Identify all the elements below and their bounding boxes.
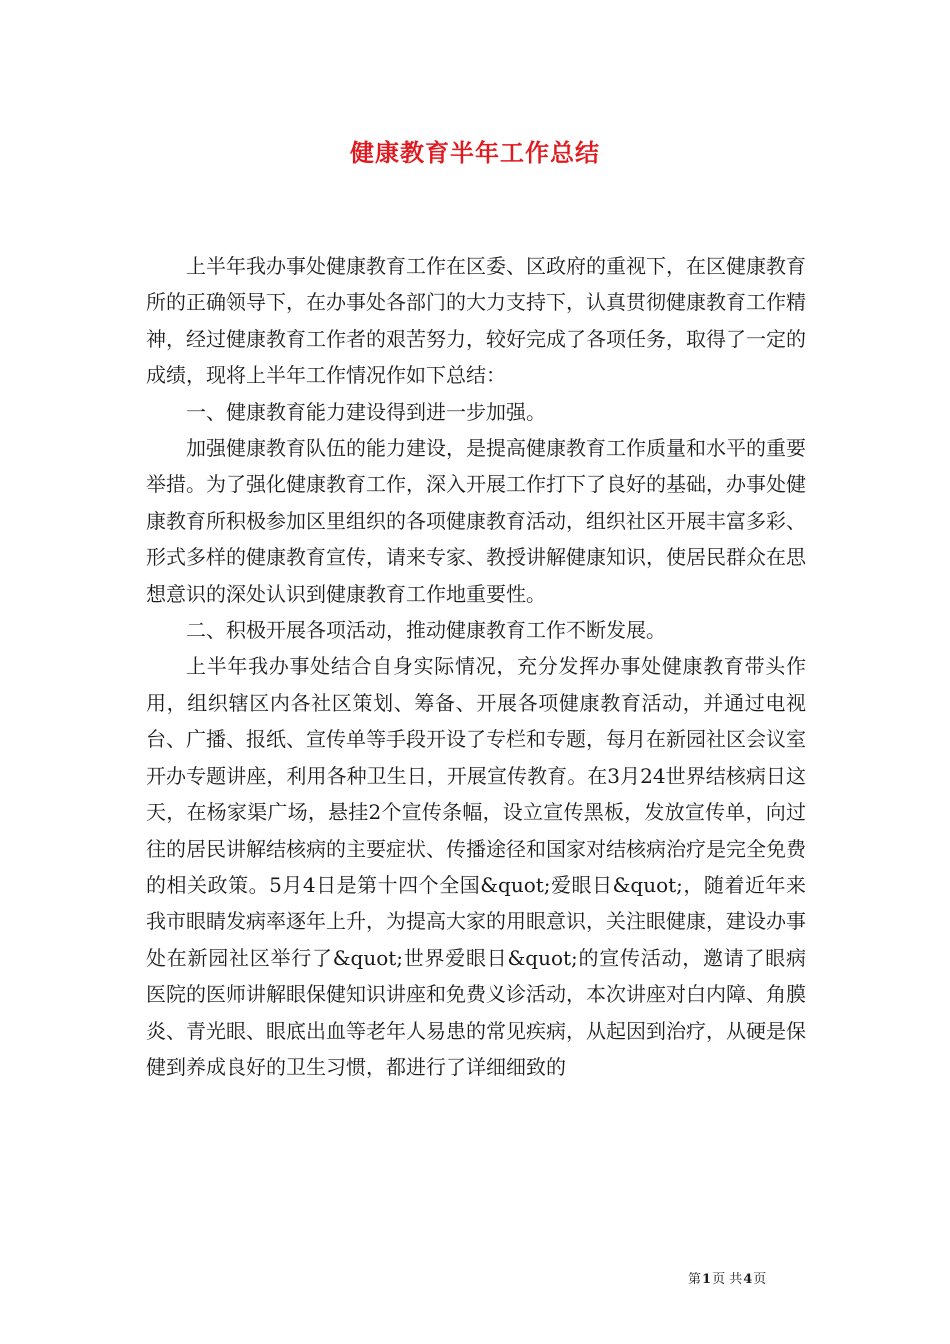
document-title: 健康教育半年工作总结 <box>350 138 600 167</box>
footer-total-pages: 4 <box>743 1272 753 1287</box>
paragraph-intro: 上半年我办事处健康教育工作在区委、区政府的重视下，在区健康教育所的正确领导下，在办事处各部门的大力支持下，认真贯彻健康教育工作精神，经过健康教育工作者的艰苦努力，较好完成了各项任务，取得了一定的成绩，现将上半年工作情况作如下总结： <box>146 254 806 388</box>
section-heading-1: 一、健康教育能力建设得到进一步加强。 <box>186 399 546 424</box>
section-heading-2: 二、积极开展各项活动，推动健康教育工作不断发展。 <box>186 618 666 643</box>
page-number-footer <box>688 1268 766 1287</box>
document-body <box>146 248 806 1085</box>
footer-suffix: 页 <box>753 1272 767 1287</box>
paragraph-section-1: 加强健康教育队伍的能力建设，是提高健康教育工作质量和水平的重要举措。为了强化健康教育工作，深入开展工作打下了良好的基础，办事处健康教育所积极参加区里组织的各项健康教育活动，组织社区开展丰富多彩、形式多样的健康教育宣传，请来专家、教授讲解健康知识，使居民群众在思想意识的深处认识到健康教育工作地重要性。 <box>146 436 806 606</box>
footer-middle: 页 共 <box>712 1272 743 1287</box>
footer-current-page: 1 <box>702 1272 712 1287</box>
paragraph-section-2: 上半年我办事处结合自身实际情况，充分发挥办事处健康教育带头作用，组织辖区内各社区策划、筹备、开展各项健康教育活动，并通过电视台、广播、报纸、宣传单等手段开设了专栏和专题，每月在新园社区会议室开办专题讲座，利用各种卫生日，开展宣传教育。在3月24世界结核病日这天，在杨家渠广场，悬挂2个宣传条幅，设立宣传黑板，发放宣传单，向过往的居民讲解结核病的主要症状、传播途径和国家对结核病治疗是完全免费的相关政策。5月4日是第十四个全国&quot;爱眼日&quot;，随着近年来我市眼睛发病率逐年上升，为提高大家的用眼意识，关注眼健康，建设办事处在新园社区举行了&quot;世界爱眼日&quot;的宣传活动，邀请了眼病医院的医师讲解眼保健知识讲座和免费义诊活动，本次讲座对白内障、角膜炎、青光眼、眼底出血等老年人易患的常见疾病，从起因到治疗，从硬是保健到养成良好的卫生习惯，都进行了详细细致的 <box>146 654 806 1079</box>
footer-prefix: 第 <box>688 1272 702 1287</box>
